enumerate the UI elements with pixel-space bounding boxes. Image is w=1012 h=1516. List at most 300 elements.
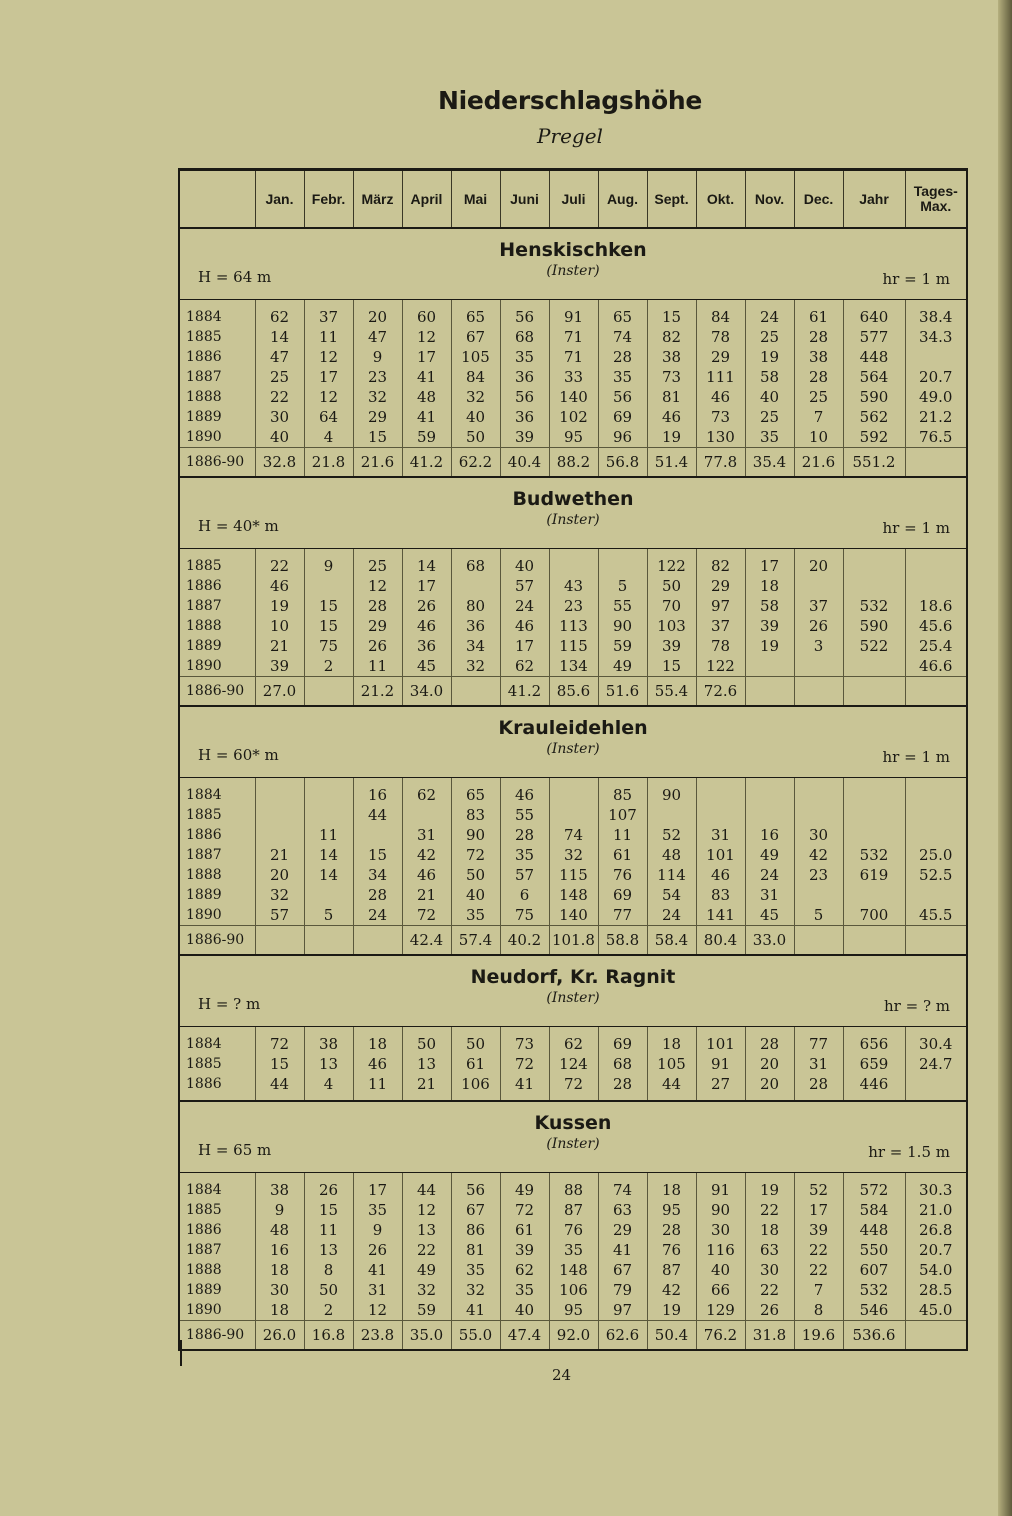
station-name: Kussen xyxy=(534,1112,612,1134)
year-cell: 1885 xyxy=(186,1202,222,1218)
value-cell xyxy=(905,549,967,577)
value-cell xyxy=(304,805,353,825)
value-cell: 22 xyxy=(255,549,304,577)
value-cell: 17 xyxy=(794,1200,843,1220)
table-row xyxy=(179,845,967,865)
value-cell: 46 xyxy=(696,865,745,885)
value-cell: 59 xyxy=(402,1300,451,1321)
mean-row xyxy=(179,677,967,707)
spacer-cell xyxy=(255,1094,304,1101)
station-rain-gauge-height: hr = 1 m xyxy=(882,270,950,288)
header-cell: April xyxy=(402,170,451,229)
value-cell: 5 xyxy=(794,905,843,926)
value-cell: 91 xyxy=(696,1173,745,1201)
value-cell: 87 xyxy=(647,1260,696,1280)
value-cell: 47 xyxy=(353,327,402,347)
year-cell: 1887 xyxy=(186,369,222,385)
spacer-row xyxy=(179,1094,967,1101)
value-cell: 49 xyxy=(745,845,794,865)
value-cell: 11 xyxy=(304,327,353,347)
value-cell: 49.0 xyxy=(905,387,967,407)
station-river: (Inster) xyxy=(546,990,600,1006)
mean-cell xyxy=(905,926,967,956)
mean-cell xyxy=(353,926,402,956)
mean-cell: 32.8 xyxy=(255,448,304,478)
value-cell: 11 xyxy=(353,656,402,677)
value-cell: 62 xyxy=(500,656,549,677)
table-row xyxy=(179,778,967,806)
value-cell: 30 xyxy=(745,1260,794,1280)
value-cell: 18 xyxy=(353,1027,402,1055)
station-rain-gauge-height: hr = 1 m xyxy=(882,519,950,537)
station-name: Krauleidehlen xyxy=(498,717,648,739)
value-cell: 26.8 xyxy=(905,1220,967,1240)
mean-cell: 35.0 xyxy=(402,1321,451,1351)
value-cell: 90 xyxy=(451,825,500,845)
value-cell: 22 xyxy=(745,1200,794,1220)
value-cell: 57 xyxy=(500,576,549,596)
value-cell xyxy=(696,778,745,806)
value-cell: 68 xyxy=(500,327,549,347)
value-cell: 36 xyxy=(402,636,451,656)
value-cell: 41 xyxy=(353,1260,402,1280)
mean-cell: 33.0 xyxy=(745,926,794,956)
value-cell: 28 xyxy=(598,1074,647,1094)
table-row xyxy=(179,427,967,448)
mean-cell: 19.6 xyxy=(794,1321,843,1351)
year-cell: 1890 xyxy=(186,658,222,674)
value-cell: 44 xyxy=(402,1173,451,1201)
value-cell xyxy=(905,885,967,905)
value-cell: 48 xyxy=(255,1220,304,1240)
value-cell: 54 xyxy=(647,885,696,905)
mean-cell: 536.6 xyxy=(843,1321,905,1351)
value-cell: 32 xyxy=(451,387,500,407)
station-header xyxy=(179,477,967,549)
value-cell: 10 xyxy=(794,427,843,448)
value-cell: 19 xyxy=(647,427,696,448)
value-cell: 87 xyxy=(549,1200,598,1220)
value-cell: 111 xyxy=(696,367,745,387)
value-cell: 18 xyxy=(647,1173,696,1201)
value-cell: 9 xyxy=(353,347,402,367)
value-cell: 50 xyxy=(402,1027,451,1055)
value-cell: 19 xyxy=(745,636,794,656)
mean-cell: 26.0 xyxy=(255,1321,304,1351)
value-cell: 40 xyxy=(451,407,500,427)
value-cell: 82 xyxy=(647,327,696,347)
value-cell: 46 xyxy=(402,865,451,885)
value-cell: 45.0 xyxy=(905,1300,967,1321)
value-cell: 81 xyxy=(647,387,696,407)
header-year xyxy=(179,170,255,229)
spacer-cell xyxy=(794,1094,843,1101)
value-cell: 48 xyxy=(402,387,451,407)
value-cell: 14 xyxy=(304,865,353,885)
value-cell: 45.6 xyxy=(905,616,967,636)
value-cell: 12 xyxy=(402,1200,451,1220)
value-cell: 18 xyxy=(647,1027,696,1055)
value-cell: 62 xyxy=(255,300,304,328)
value-cell: 14 xyxy=(255,327,304,347)
value-cell: 77 xyxy=(598,905,647,926)
spacer-cell xyxy=(843,1094,905,1101)
value-cell: 28 xyxy=(794,327,843,347)
year-cell: 1886 xyxy=(186,349,222,365)
mean-cell: 58.8 xyxy=(598,926,647,956)
mean-cell xyxy=(905,448,967,478)
table-row xyxy=(179,1300,967,1321)
value-cell: 65 xyxy=(451,300,500,328)
value-cell: 34.3 xyxy=(905,327,967,347)
value-cell: 76.5 xyxy=(905,427,967,448)
value-cell: 41 xyxy=(598,1240,647,1260)
value-cell: 122 xyxy=(696,656,745,677)
value-cell: 90 xyxy=(598,616,647,636)
value-cell: 13 xyxy=(402,1054,451,1074)
mean-cell: 62.6 xyxy=(598,1321,647,1351)
value-cell xyxy=(843,885,905,905)
value-cell: 38 xyxy=(794,347,843,367)
value-cell: 38.4 xyxy=(905,300,967,328)
spacer-cell xyxy=(179,1094,255,1101)
value-cell xyxy=(905,1074,967,1094)
value-cell: 7 xyxy=(794,407,843,427)
value-cell: 101 xyxy=(696,1027,745,1055)
value-cell: 659 xyxy=(843,1054,905,1074)
value-cell: 31 xyxy=(794,1054,843,1074)
value-cell: 20 xyxy=(353,300,402,328)
value-cell: 28 xyxy=(745,1027,794,1055)
value-cell: 71 xyxy=(549,347,598,367)
value-cell: 148 xyxy=(549,1260,598,1280)
value-cell: 69 xyxy=(598,407,647,427)
value-cell: 20 xyxy=(745,1074,794,1094)
value-cell: 65 xyxy=(451,778,500,806)
value-cell xyxy=(549,778,598,806)
value-cell xyxy=(794,778,843,806)
mean-cell: 62.2 xyxy=(451,448,500,478)
value-cell: 15 xyxy=(255,1054,304,1074)
mean-cell: 92.0 xyxy=(549,1321,598,1351)
value-cell xyxy=(549,549,598,577)
value-cell xyxy=(745,656,794,677)
value-cell: 19 xyxy=(745,1173,794,1201)
value-cell: 45 xyxy=(745,905,794,926)
header-cell: Sept. xyxy=(647,170,696,229)
table-row xyxy=(179,596,967,616)
value-cell: 115 xyxy=(549,636,598,656)
value-cell: 81 xyxy=(451,1240,500,1260)
value-cell: 4 xyxy=(304,427,353,448)
value-cell xyxy=(745,805,794,825)
mean-cell xyxy=(843,926,905,956)
period-cell: 1886-90 xyxy=(179,448,255,478)
value-cell: 14 xyxy=(304,845,353,865)
value-cell: 19 xyxy=(745,347,794,367)
table-row xyxy=(179,347,967,367)
value-cell: 26 xyxy=(353,636,402,656)
year-cell: 1885 xyxy=(186,1056,222,1072)
value-cell: 11 xyxy=(353,1074,402,1094)
mean-cell: 80.4 xyxy=(696,926,745,956)
value-cell: 26 xyxy=(402,596,451,616)
value-cell: 16 xyxy=(745,825,794,845)
value-cell xyxy=(905,576,967,596)
mean-cell: 85.6 xyxy=(549,677,598,707)
value-cell: 20 xyxy=(794,549,843,577)
value-cell: 9 xyxy=(353,1220,402,1240)
value-cell: 85 xyxy=(598,778,647,806)
value-cell: 16 xyxy=(255,1240,304,1260)
year-cell: 1886 xyxy=(186,578,222,594)
table-row xyxy=(179,1220,967,1240)
value-cell: 39 xyxy=(794,1220,843,1240)
value-cell: 140 xyxy=(549,387,598,407)
mean-cell xyxy=(794,926,843,956)
mean-cell: 21.8 xyxy=(304,448,353,478)
value-cell: 56 xyxy=(500,387,549,407)
value-cell: 80 xyxy=(451,596,500,616)
value-cell: 140 xyxy=(549,905,598,926)
value-cell xyxy=(843,576,905,596)
mean-cell: 55.4 xyxy=(647,677,696,707)
table-row xyxy=(179,825,967,845)
value-cell: 61 xyxy=(451,1054,500,1074)
value-cell: 49 xyxy=(402,1260,451,1280)
value-cell: 42 xyxy=(647,1280,696,1300)
year-cell: 1889 xyxy=(186,887,222,903)
value-cell: 46 xyxy=(647,407,696,427)
station-rain-gauge-height: hr = ? m xyxy=(884,997,950,1015)
value-cell: 446 xyxy=(843,1074,905,1094)
value-cell xyxy=(843,805,905,825)
value-cell: 25 xyxy=(794,387,843,407)
value-cell: 106 xyxy=(451,1074,500,1094)
value-cell: 24 xyxy=(745,865,794,885)
station-rain-gauge-height: hr = 1.5 m xyxy=(868,1143,950,1161)
value-cell: 39 xyxy=(500,1240,549,1260)
value-cell: 30.3 xyxy=(905,1173,967,1201)
mean-cell: 16.8 xyxy=(304,1321,353,1351)
value-cell: 88 xyxy=(549,1173,598,1201)
header-cell: Okt. xyxy=(696,170,745,229)
value-cell: 41 xyxy=(402,367,451,387)
mean-cell: 101.8 xyxy=(549,926,598,956)
value-cell: 38 xyxy=(255,1173,304,1201)
value-cell: 61 xyxy=(598,845,647,865)
spacer-cell xyxy=(905,1094,967,1101)
mean-cell xyxy=(255,926,304,956)
value-cell: 50 xyxy=(647,576,696,596)
value-cell: 31 xyxy=(402,825,451,845)
value-cell: 39 xyxy=(255,656,304,677)
value-cell: 20.7 xyxy=(905,1240,967,1260)
value-cell: 106 xyxy=(549,1280,598,1300)
station-height: H = 64 m xyxy=(198,268,272,286)
year-cell: 1884 xyxy=(186,309,222,325)
value-cell: 95 xyxy=(647,1200,696,1220)
value-cell: 34 xyxy=(353,865,402,885)
value-cell: 69 xyxy=(598,1027,647,1055)
value-cell: 564 xyxy=(843,367,905,387)
value-cell: 69 xyxy=(598,885,647,905)
value-cell xyxy=(745,778,794,806)
value-cell: 38 xyxy=(647,347,696,367)
station-river: (Inster) xyxy=(546,263,600,279)
value-cell: 72 xyxy=(500,1054,549,1074)
value-cell: 122 xyxy=(647,549,696,577)
page-number: 24 xyxy=(552,1366,572,1384)
value-cell: 19 xyxy=(647,1300,696,1321)
mean-cell xyxy=(905,677,967,707)
value-cell: 590 xyxy=(843,616,905,636)
mean-cell xyxy=(794,677,843,707)
value-cell: 448 xyxy=(843,347,905,367)
value-cell: 23 xyxy=(549,596,598,616)
value-cell: 4 xyxy=(304,1074,353,1094)
value-cell: 15 xyxy=(353,427,402,448)
value-cell: 48 xyxy=(647,845,696,865)
value-cell: 22 xyxy=(794,1260,843,1280)
value-cell: 18.6 xyxy=(905,596,967,616)
value-cell: 54.0 xyxy=(905,1260,967,1280)
value-cell xyxy=(304,778,353,806)
value-cell: 619 xyxy=(843,865,905,885)
value-cell: 90 xyxy=(696,1200,745,1220)
value-cell: 18 xyxy=(255,1260,304,1280)
station-height: H = 65 m xyxy=(198,1141,272,1159)
station-name: Budwethen xyxy=(512,488,634,510)
table-row xyxy=(179,885,967,905)
mean-row xyxy=(179,1321,967,1351)
value-cell: 71 xyxy=(549,327,598,347)
table-row xyxy=(179,1027,967,1055)
value-cell: 32 xyxy=(353,387,402,407)
table-row xyxy=(179,865,967,885)
value-cell xyxy=(353,825,402,845)
value-cell: 24 xyxy=(353,905,402,926)
year-cell: 1888 xyxy=(186,1262,222,1278)
year-cell: 1887 xyxy=(186,1242,222,1258)
value-cell: 17 xyxy=(304,367,353,387)
value-cell: 19 xyxy=(255,596,304,616)
year-cell: 1887 xyxy=(186,598,222,614)
value-cell: 65 xyxy=(598,300,647,328)
table-row xyxy=(179,367,967,387)
value-cell: 17 xyxy=(500,636,549,656)
year-cell: 1889 xyxy=(186,638,222,654)
value-cell: 134 xyxy=(549,656,598,677)
value-cell: 40 xyxy=(451,885,500,905)
mean-cell: 51.4 xyxy=(647,448,696,478)
value-cell: 12 xyxy=(304,347,353,367)
value-cell: 52 xyxy=(794,1173,843,1201)
table-row xyxy=(179,327,967,347)
value-cell: 130 xyxy=(696,427,745,448)
value-cell: 6 xyxy=(500,885,549,905)
value-cell: 39 xyxy=(647,636,696,656)
value-cell: 36 xyxy=(451,616,500,636)
mean-row xyxy=(179,448,967,478)
value-cell xyxy=(549,805,598,825)
value-cell: 26 xyxy=(304,1173,353,1201)
value-cell: 12 xyxy=(402,327,451,347)
value-cell: 56 xyxy=(500,300,549,328)
value-cell: 46 xyxy=(696,387,745,407)
value-cell: 46.6 xyxy=(905,656,967,677)
value-cell: 39 xyxy=(500,427,549,448)
mean-cell: 50.4 xyxy=(647,1321,696,1351)
value-cell: 21 xyxy=(402,1074,451,1094)
value-cell: 35 xyxy=(451,905,500,926)
value-cell: 60 xyxy=(402,300,451,328)
station-header xyxy=(179,955,967,1027)
value-cell: 592 xyxy=(843,427,905,448)
mean-cell: 34.0 xyxy=(402,677,451,707)
value-cell: 28 xyxy=(794,1074,843,1094)
value-cell: 44 xyxy=(647,1074,696,1094)
value-cell: 38 xyxy=(304,1027,353,1055)
mean-cell: 47.4 xyxy=(500,1321,549,1351)
value-cell: 29 xyxy=(696,347,745,367)
value-cell: 30 xyxy=(696,1220,745,1240)
value-cell: 550 xyxy=(843,1240,905,1260)
mean-cell xyxy=(304,677,353,707)
value-cell: 21.0 xyxy=(905,1200,967,1220)
value-cell xyxy=(647,805,696,825)
value-cell: 58 xyxy=(745,367,794,387)
header-cell: Dec. xyxy=(794,170,843,229)
value-cell xyxy=(255,805,304,825)
mean-cell: 40.4 xyxy=(500,448,549,478)
value-cell: 86 xyxy=(451,1220,500,1240)
mean-cell: 27.0 xyxy=(255,677,304,707)
value-cell: 40 xyxy=(500,549,549,577)
value-cell: 26 xyxy=(745,1300,794,1321)
value-cell: 52.5 xyxy=(905,865,967,885)
header-cell: März xyxy=(353,170,402,229)
value-cell: 67 xyxy=(451,327,500,347)
mean-cell: 57.4 xyxy=(451,926,500,956)
spacer-cell xyxy=(451,1094,500,1101)
value-cell: 9 xyxy=(255,1200,304,1220)
value-cell: 105 xyxy=(451,347,500,367)
value-cell: 62 xyxy=(549,1027,598,1055)
value-cell: 72 xyxy=(402,905,451,926)
value-cell: 11 xyxy=(304,1220,353,1240)
value-cell: 46 xyxy=(500,778,549,806)
value-cell: 590 xyxy=(843,387,905,407)
value-cell: 50 xyxy=(451,1027,500,1055)
value-cell: 31 xyxy=(745,885,794,905)
value-cell: 30.4 xyxy=(905,1027,967,1055)
value-cell: 13 xyxy=(304,1240,353,1260)
value-cell: 17 xyxy=(402,347,451,367)
value-cell: 572 xyxy=(843,1173,905,1201)
value-cell: 44 xyxy=(353,805,402,825)
table-row xyxy=(179,1240,967,1260)
value-cell: 22 xyxy=(255,387,304,407)
value-cell: 46 xyxy=(353,1054,402,1074)
value-cell: 72 xyxy=(451,845,500,865)
value-cell: 41 xyxy=(500,1074,549,1094)
value-cell: 78 xyxy=(696,636,745,656)
mean-cell: 41.2 xyxy=(402,448,451,478)
value-cell: 61 xyxy=(794,300,843,328)
value-cell: 105 xyxy=(647,1054,696,1074)
value-cell: 37 xyxy=(794,596,843,616)
